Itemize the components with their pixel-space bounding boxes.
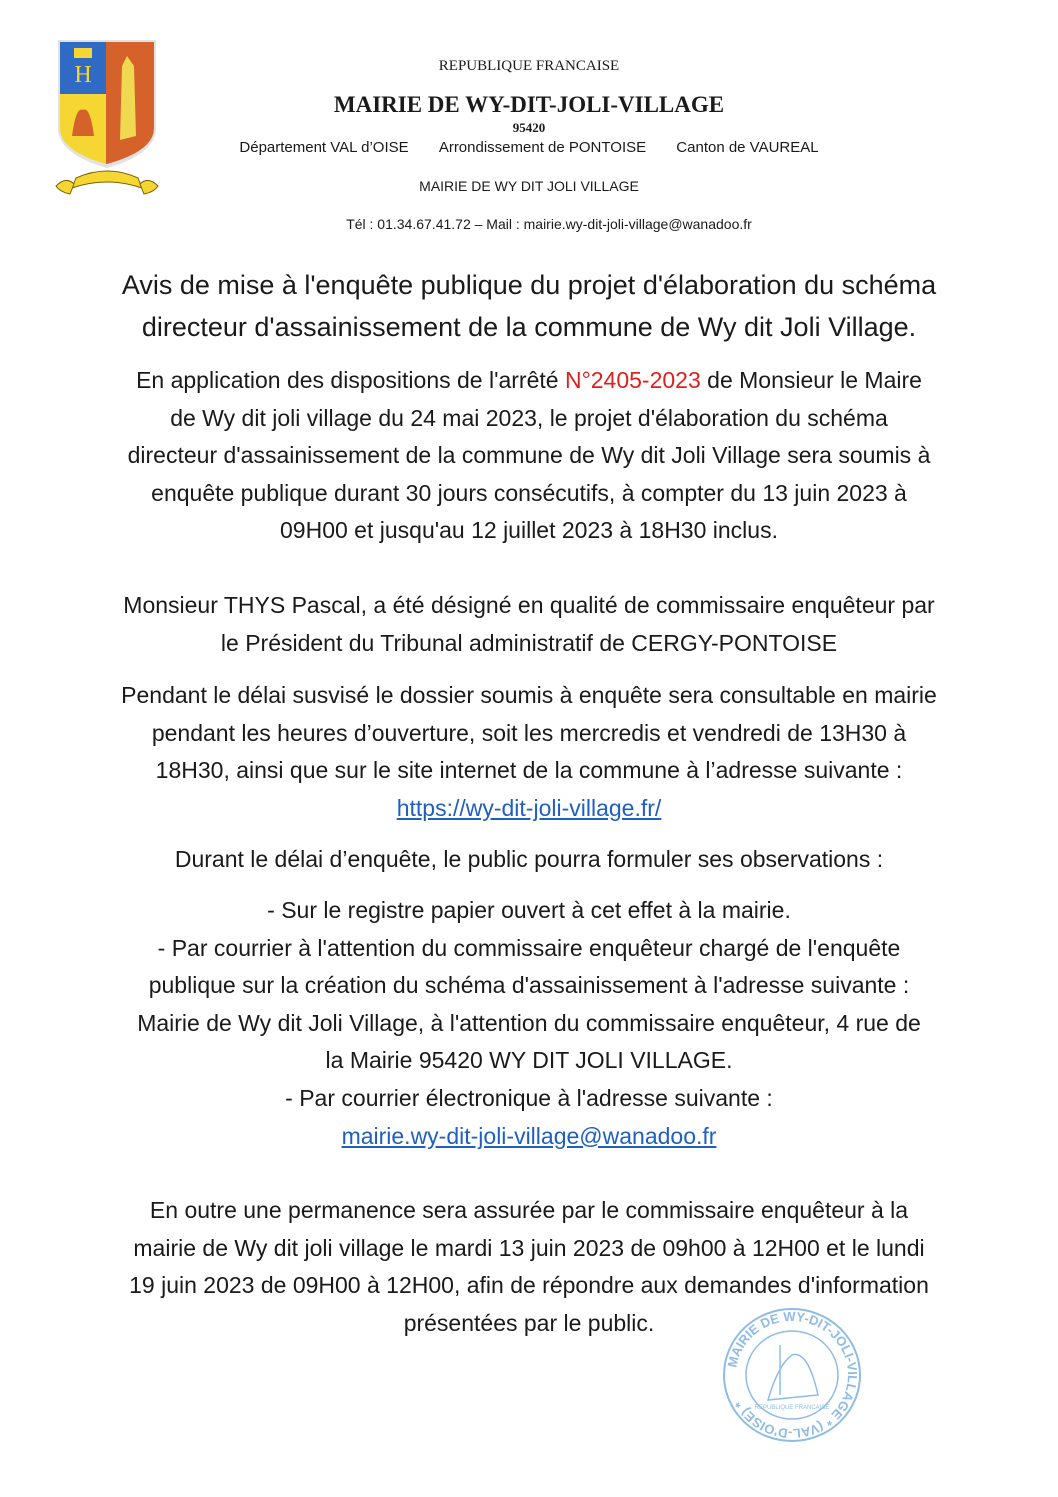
notice-title — [0, 264, 1058, 348]
mairie-heading: MAIRIE DE WY-DIT-JOLI-VILLAGE — [333, 92, 725, 117]
postcode: 95420 — [512, 120, 546, 135]
paragraph-permanence: En outre une permanence sera assurée par le commissaire enquêteur à la mairie de Wy dit joli village le mardi 13 juin 2023 de 09h00 à 12H00 et le lundi 19 juin 2023 de 09H00 à 12H00, afin de répondre aux demandes d'information présentées par le public. — [129, 1197, 929, 1336]
paragraph-observations-intro: Durant le délai d’enquête, le public pourra formuler ses observations : — [174, 846, 884, 872]
canton: Canton de VAUREAL — [676, 139, 819, 156]
paragraph-consultation: Pendant le délai susvisé le dossier soumis à enquête sera consultable en mairie pendant les heures d’ouverture, soit les mercredis et vendredi de 13H30 à 18H30, ainsi que sur le site internet de la commune à l’adresse suivante : https://wy-dit-joli-village.fr/ — [121, 682, 937, 821]
departement: Département VAL d’OISE — [239, 139, 409, 156]
mairie-stamp — [718, 1305, 866, 1445]
svg-text:REPUBLIQUE FRANCAISE: REPUBLIQUE FRANCAISE — [754, 1405, 830, 1411]
paragraph-commissioner: Monsieur THYS Pascal, a été désigné en qualité de commissaire enquêteur par le Président du Tribunal administratif de CERGY-PONTOISE — [123, 592, 935, 656]
website-link[interactable]: https://wy-dit-joli-village.fr/ — [396, 794, 662, 821]
paragraph-observation-methods: - Sur le registre papier ouvert à cet effet à la mairie. - Par courrier à l'attention du commissaire enquêteur chargé de l'enquête publique sur la création du schéma d'assainissement à l'adresse suivante : Mairie de Wy dit Joli Village, à l'attention du commissaire enquêteur, 4 rue de la Mairie 95420 WY DIT JOLI VILLAGE. - Par courrier électronique à l'adresse suivante : mairie.wy-dit-joli-village@wanadoo.fr — [137, 897, 921, 1149]
svg-text:H: H — [74, 62, 92, 88]
contact-line: Tél : 01.34.67.41.72 – Mail : mairie.wy-dit-joli-village@wanadoo.fr — [346, 216, 752, 232]
title-line: directeur d'assainissement de la commune de Wy dit Joli Village. — [141, 312, 917, 342]
paragraph-decree: En application des dispositions de l'arrêté N°2405-2023 de Monsieur le Maire de Wy dit joli village du 24 mai 2023, le projet d'élaboration du schéma directeur d'assainissement de la commune de Wy dit Joli Village sera soumis à enquête publique durant 30 jours consécutifs, à compter du 13 juin 2023 à 09H00 et jusqu'au 12 juillet 2023 à 18H30 inclus. — [127, 367, 931, 544]
mairie-plain: MAIRIE DE WY DIT JOLI VILLAGE — [419, 178, 639, 194]
svg-text:MAIRIE DE WY-DIT-JOLI-VILLAGE: MAIRIE DE WY-DIT-JOLI-VILLAGE * (VAL-D'OISE) * — [724, 1308, 861, 1442]
republic-label: REPUBLIQUE FRANCAISE — [438, 58, 620, 74]
arrondissement: Arrondissement de PONTOISE — [438, 139, 647, 156]
decree-reference: N°2405-2023 — [564, 367, 701, 393]
title-line: Avis de mise à l'enquête publique du projet d'élaboration du schéma — [121, 270, 937, 300]
email-link[interactable]: mairie.wy-dit-joli-village@wanadoo.fr — [341, 1122, 717, 1149]
admin-divisions — [0, 139, 1058, 156]
